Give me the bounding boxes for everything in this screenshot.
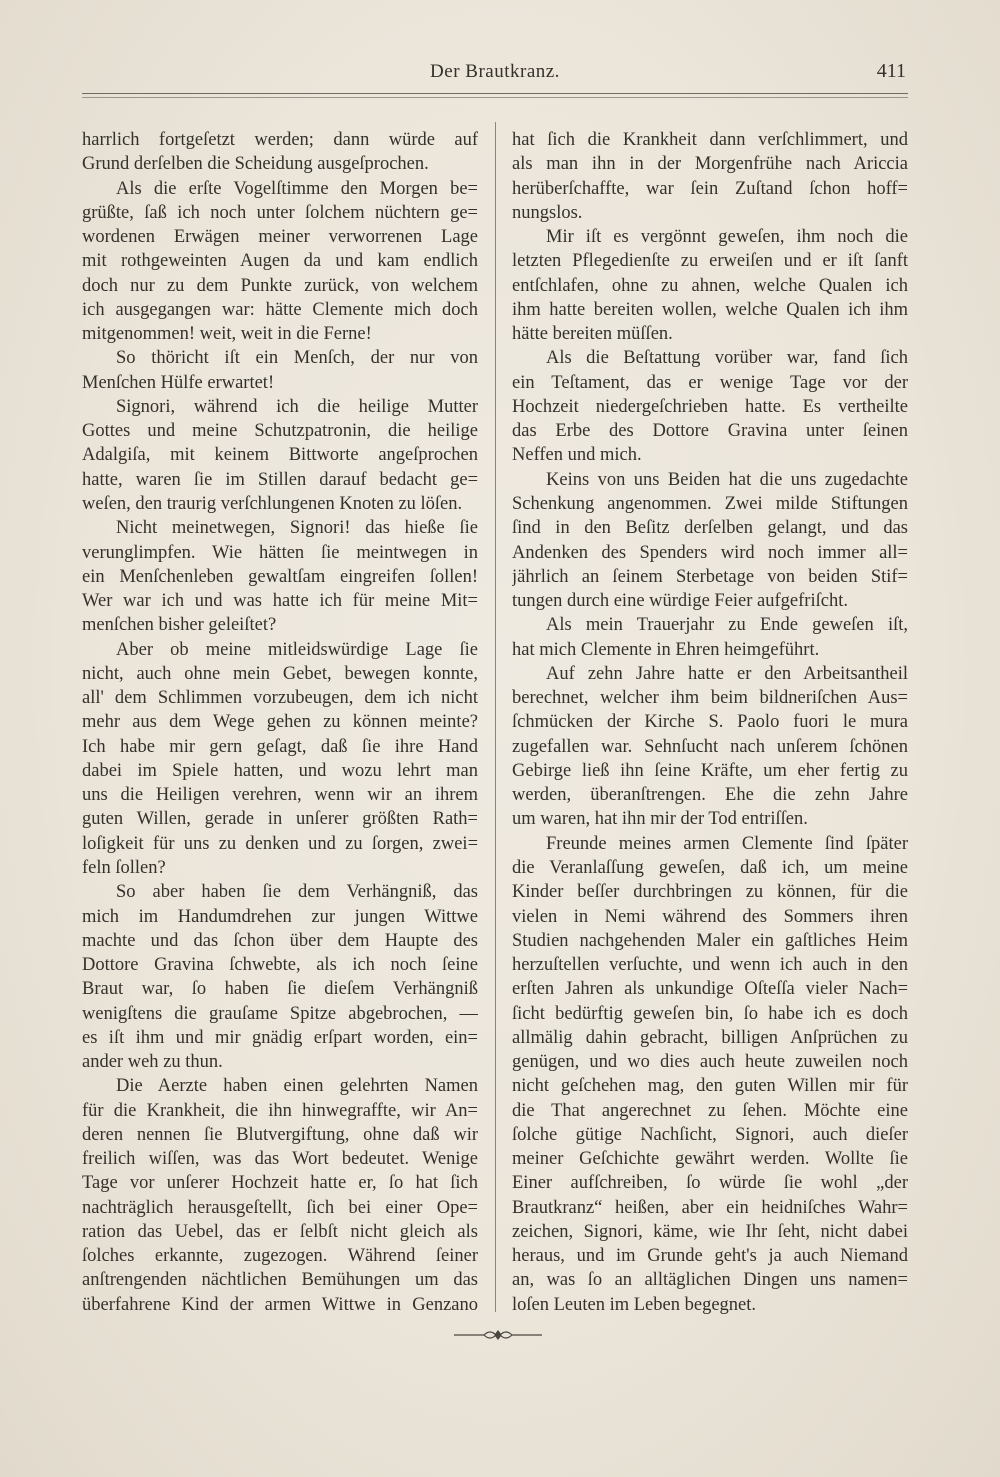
text-line: Hochzeit niedergeſchrieben hatte. Es vertheilte xyxy=(512,396,908,417)
header-rule-secondary xyxy=(82,97,908,98)
text-line: Adalgiſa, mit keinem Bittworte angeſprochen xyxy=(82,445,478,466)
column-divider xyxy=(495,122,496,1312)
text-line: feln ſollen? xyxy=(82,857,166,878)
text-line: entſchlafen, ohne zu ahnen, welche Qualen ich xyxy=(512,275,908,296)
text-line: weſen, den traurig verſchlungenen Knoten zu löſen. xyxy=(82,493,463,514)
text-line: Aber ob meine mitleidswürdige Lage ſie xyxy=(116,639,478,660)
text-line: Ich habe mir gern geſagt, daß ſie ihre Hand xyxy=(82,736,478,757)
text-line: zeichen, Signori, käme, wie Ihr ſeht, nicht dabei xyxy=(512,1221,908,1242)
text-line: allmälig dahin gebracht, billigen Anſprüchen zu xyxy=(512,1027,908,1048)
text-line: Neffen und mich. xyxy=(512,445,642,466)
page-number: 411 xyxy=(876,60,906,82)
text-line: nungslos. xyxy=(512,202,583,223)
paragraph xyxy=(512,225,908,346)
text-line: guten Willen, gerade in unſerer größten Rath= xyxy=(82,809,478,830)
text-line: berechnet, welcher ihm beim bildneriſchen Aus= xyxy=(512,688,908,709)
text-line: uns die Heiligen verehren, wenn wir an ihrem xyxy=(82,785,478,806)
text-line: überfahrene Kind der armen Wittwe in Genzano xyxy=(82,1294,478,1315)
text-line: wordenen Erwägen meiner verworrenen Lage xyxy=(82,227,478,248)
text-line: Die Aerzte haben einen gelehrten Namen xyxy=(116,1076,478,1097)
text-line: es iſt ihm und mir gnädig erſpart worden, ein= xyxy=(82,1027,478,1048)
paragraph xyxy=(512,346,908,467)
text-line: ſind in den Beſitz derſelben gelangt, und das xyxy=(512,518,908,539)
text-line: hat ſich die Krankheit dann verſchlimmert, und xyxy=(512,130,908,150)
paragraph xyxy=(512,128,908,225)
paragraph xyxy=(512,468,908,614)
text-line: Mir iſt es vergönnt geweſen, ihm noch die xyxy=(546,227,908,248)
text-line: Tage vor unſerer Hochzeit hatte er, ſo hat ſich xyxy=(82,1173,478,1194)
text-line: Auf zehn Jahre hatte er den Arbeitsantheil xyxy=(546,663,908,684)
text-line: Menſchen Hülfe erwartet! xyxy=(82,372,275,393)
text-line: vielen in Nemi während des Sommers ihren xyxy=(512,906,908,927)
text-line: ſolche gütige Nachſicht, Signori, auch dieſer xyxy=(512,1124,908,1145)
text-line: nicht, auch ohne mein Gebet, bewegen konnte, xyxy=(82,663,478,684)
text-line: freilich wiſſen, was das Wort bedeutet. Wenige xyxy=(82,1149,478,1170)
text-line: Gebirge ließ ihn ſeine Kräfte, um eher fertig zu xyxy=(512,760,908,781)
text-line: doch nur zu dem Punkte zurück, von welchem xyxy=(82,275,478,296)
text-line: Als mein Trauerjahr zu Ende geweſen iſt, xyxy=(546,615,908,636)
text-line: Gottes und meine Schutzpatronin, die heilige xyxy=(82,421,478,442)
text-line: hatte, waren ſie im Stillen darauf bedacht ge= xyxy=(82,469,478,490)
text-line: nachträglich herausgeſtellt, ſich bei einer Ope= xyxy=(82,1197,478,1218)
paragraph xyxy=(82,1074,478,1317)
text-line: mit rothgeweinten Augen da und kam endlich xyxy=(82,251,478,272)
text-line: loſigkeit für uns zu denken und zu ſorgen, zwei= xyxy=(82,833,478,854)
text-line: um waren, hat ihn mir der Tod entriſſen. xyxy=(512,809,808,830)
text-line: Freunde meines armen Clemente ſind ſpäter xyxy=(546,833,908,854)
paragraph xyxy=(82,638,478,881)
text-column-right xyxy=(512,128,908,1317)
text-line: werden, überanſtrengen. Ehe die zehn Jahre xyxy=(512,785,908,806)
text-line: wenigſtens die grauſame Spitze abgebrochen, — xyxy=(82,1003,478,1024)
text-line: heraus, und im Grunde geht's ja auch Niemand xyxy=(512,1246,908,1267)
text-line: Als die erſte Vogelſtimme den Morgen be= xyxy=(116,178,478,199)
running-title: Der Brautkranz. xyxy=(430,61,560,82)
text-line: ich ausgegangen war: hätte Clemente mich doch xyxy=(82,299,478,320)
text-line: grüßte, ſaß ich noch unter ſolchem nüchtern ge= xyxy=(82,202,478,223)
text-line: Nicht meinetwegen, Signori! das hieße ſie xyxy=(116,518,478,539)
text-line: all' dem Schlimmen vorzubeugen, dem ich nicht xyxy=(82,688,478,709)
text-line: Andenken des Spenders wird noch immer all= xyxy=(512,542,908,563)
paragraph xyxy=(82,395,478,516)
text-line: ſolches erkannte, zugezogen. Während ſeiner xyxy=(82,1246,478,1267)
text-line: So thöricht iſt ein Menſch, der nur von xyxy=(116,348,478,369)
paragraph xyxy=(82,177,478,347)
text-line: dabei im Spiele hatten, und wozu lehrt man xyxy=(82,760,478,781)
paragraph xyxy=(82,346,478,395)
text-line: Keins von uns Beiden hat die uns zugedachte xyxy=(546,469,908,490)
text-line: ein Teſtament, das er wenige Tage vor der xyxy=(512,372,908,393)
text-line: ihm hatte bereiten wollen, welche Qualen ich ihm xyxy=(512,299,908,320)
paragraph xyxy=(82,516,478,637)
text-line: an, was ſo an alltäglichen Dingen uns namen= xyxy=(512,1270,908,1291)
text-column-left xyxy=(82,128,478,1317)
end-ornament xyxy=(450,1327,546,1343)
text-line: Brautkranz“ heißen, aber ein heidniſches Wahr= xyxy=(512,1197,908,1218)
text-line: ſchmücken der Kirche S. Paolo fuori le mura xyxy=(512,712,908,733)
text-line: letzten Pflegedienſte zu erweiſen und er iſt ſanft xyxy=(512,251,908,272)
paragraph xyxy=(512,662,908,832)
text-line: Studien nachgehenden Maler ein gaſtliches Heim xyxy=(512,930,908,951)
text-line: zugefallen war. Sehnſucht nach unſerem ſchönen xyxy=(512,736,908,757)
text-line: tungen durch eine würdige Feier aufgefriſcht. xyxy=(512,591,848,612)
text-line: Grund derſelben die Scheidung ausgeſprochen. xyxy=(82,154,429,175)
text-line: So aber haben ſie dem Verhängniß, das xyxy=(116,882,478,903)
header-rule xyxy=(82,93,908,94)
text-line: verunglimpfen. Wie hätten ſie meintwegen in xyxy=(82,542,478,563)
paragraph xyxy=(82,128,478,177)
text-line: die That angerechnet zu ſehen. Möchte eine xyxy=(512,1100,908,1121)
text-line: mich im Handumdrehen zur jungen Wittwe xyxy=(82,906,478,927)
text-line: ein Menſchenleben gewaltſam eingreifen ſollen! xyxy=(82,566,478,587)
paragraph xyxy=(512,832,908,1317)
text-line: Dottore Gravina ſchwebte, als ich noch ſeine xyxy=(82,955,478,976)
text-line: machte und das ſchon über dem Haupte des xyxy=(82,930,478,951)
text-line: herzuſtellen verſuchte, und wenn ich auch in den xyxy=(512,955,908,976)
text-line: mehr aus dem Wege gehen zu können meinte? xyxy=(82,712,478,733)
text-line: Wer war ich und was hatte ich für meine Mit= xyxy=(82,591,478,612)
paragraph xyxy=(512,613,908,662)
text-line: Als die Beſtattung vorüber war, fand ſich xyxy=(546,348,908,369)
text-line: ander weh zu thun. xyxy=(82,1052,223,1073)
text-line: hat mich Clemente in Ehren heimgeführt. xyxy=(512,639,820,660)
text-line: anſtrengenden nächtlichen Bemühungen um das xyxy=(82,1270,478,1291)
text-line: menſchen bisher geleiſtet? xyxy=(82,615,277,636)
text-line: meiner Geſchichte gewährt werden. Wollte ſie xyxy=(512,1149,908,1170)
text-line: harrlich fortgeſetzt werden; dann würde auf xyxy=(82,130,478,150)
text-line: Kinder beſſer durchbringen zu können, für die xyxy=(512,882,908,903)
text-line: mitgenommen! weit, weit in die Ferne! xyxy=(82,324,372,345)
text-line: jährlich an ſeinem Sterbetage von beiden Stif= xyxy=(512,566,908,587)
text-line: genügen, und wo dies auch heute zuweilen noch xyxy=(512,1052,908,1073)
text-line: deren nennen ſie Blutvergiftung, ohne daß wir xyxy=(82,1124,478,1145)
text-line: für die Krankheit, die ihn hinwegraffte, wir An= xyxy=(82,1100,478,1121)
text-line: das Erbe des Dottore Gravina unter ſeinen xyxy=(512,421,908,442)
text-line: nicht geſchehen mag, den guten Willen mir für xyxy=(512,1076,908,1097)
text-line: Einer aufſchreiben, ſo würde ſie wohl „der xyxy=(512,1173,908,1194)
text-line: herüberſchaffte, war ſein Zuſtand ſchon hoff= xyxy=(512,178,908,199)
text-line: ſicht bedürftig geweſen bin, ſo habe ich es doch xyxy=(512,1003,908,1024)
text-line: Schenkung angenommen. Zwei milde Stiftungen xyxy=(512,493,908,514)
text-line: ration das Uebel, das er ſelbſt nicht gleich als xyxy=(82,1221,478,1242)
text-line: Signori, während ich die heilige Mutter xyxy=(116,396,478,417)
text-line: als man ihn in der Morgenfrühe nach Ariccia xyxy=(512,154,908,175)
paragraph xyxy=(82,880,478,1074)
text-line: hätte bereiten müſſen. xyxy=(512,324,673,345)
text-line: erſten Jahren als unkundige Oſteſſa vieler Nach= xyxy=(512,979,908,1000)
text-line: loſen Leuten im Leben begegnet. xyxy=(512,1294,757,1315)
text-line: Braut war, ſo haben ſie dieſem Verhängniß xyxy=(82,979,478,1000)
text-line: die Veranlaſſung geweſen, daß ich, um meine xyxy=(512,857,908,878)
